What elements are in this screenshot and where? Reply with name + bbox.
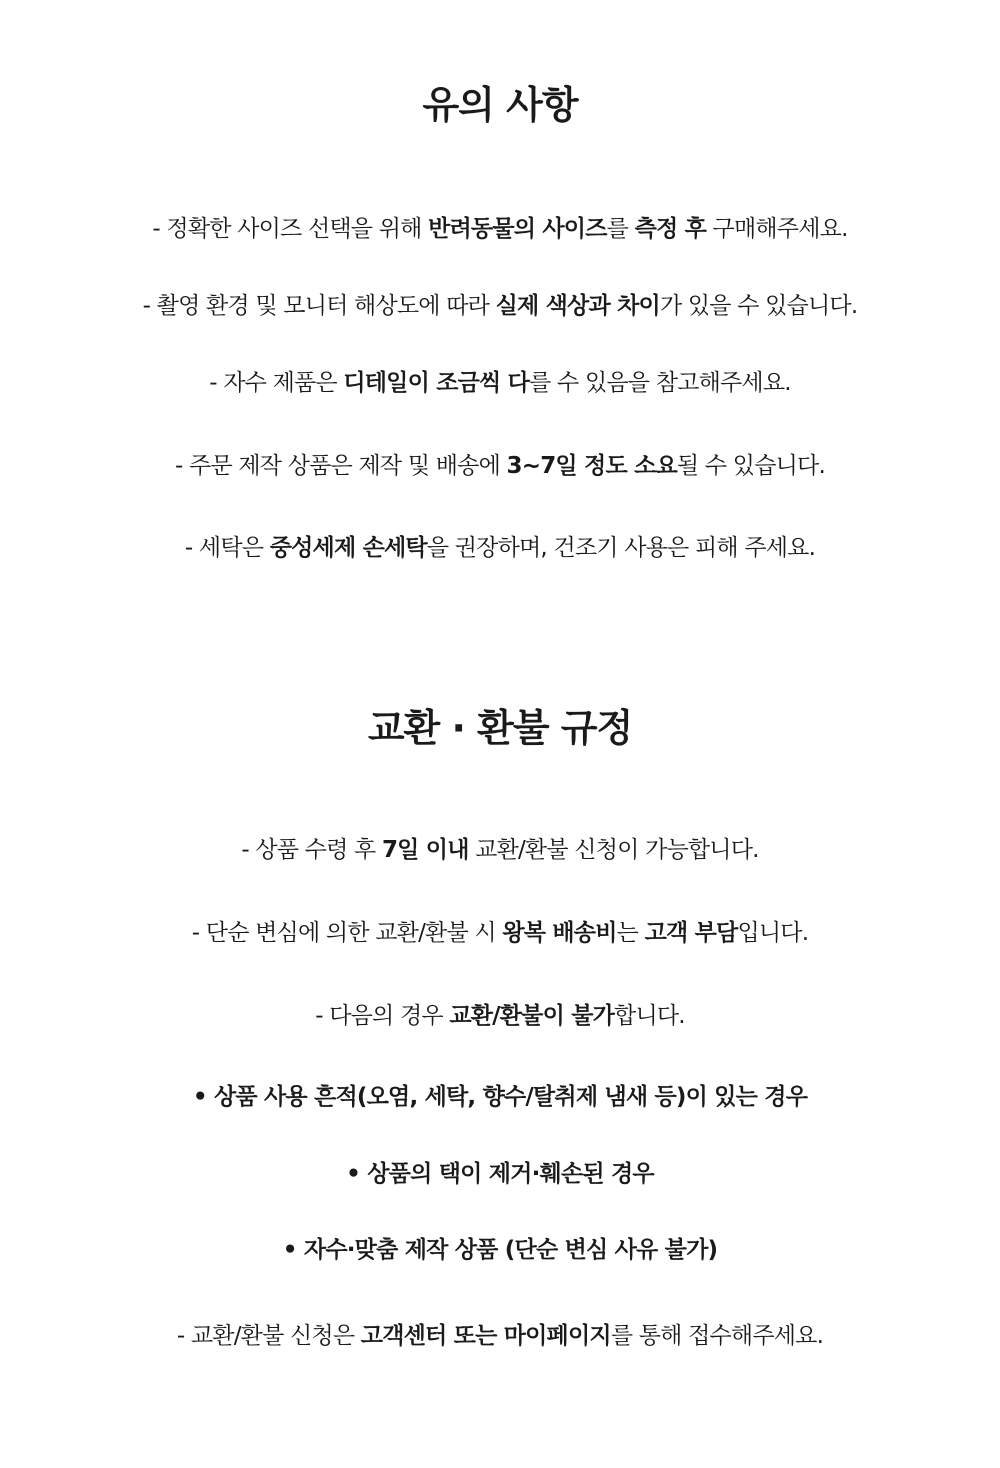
body-text: 를	[606, 216, 635, 242]
body-text: - 정확한 사이즈 선택을 위해	[152, 216, 429, 242]
policy-item-period	[0, 839, 1000, 862]
body-text: 가 있을 수 있습니다.	[659, 293, 858, 319]
policy-title: 교환 · 환불 규정	[367, 706, 633, 750]
body-text: 입니다.	[737, 920, 809, 946]
policy-bullet-tag	[0, 1163, 1000, 1186]
emphasis-text: 고객센터 또는 마이페이지	[360, 1323, 611, 1349]
policy-bullet-used	[0, 1086, 1000, 1109]
emphasis-text: 측정 후	[634, 216, 707, 242]
emphasis-text: 교환/환불이 불가	[449, 1003, 615, 1029]
body-text: - 주문 제작 상품은 제작 및 배송에	[175, 453, 507, 479]
body-text: - 촬영 환경 및 모니터 해상도에 따라	[142, 293, 496, 319]
body-text: 합니다.	[614, 1003, 685, 1029]
emphasis-text: • 상품의 택이 제거·훼손된 경우	[346, 1161, 654, 1187]
notice-item-washing	[0, 537, 1000, 560]
emphasis-text: 반려동물의 사이즈	[428, 216, 607, 242]
emphasis-text: • 자수·맞춤 제작 상품 (단순 변심 사유 불가)	[282, 1237, 718, 1263]
emphasis-text: 중성세제 손세탁	[269, 535, 427, 561]
policy-bullet-custom	[0, 1239, 1000, 1262]
body-text: - 세탁은	[184, 535, 270, 561]
emphasis-text: 왕복 배송비	[502, 920, 617, 946]
notice-item-color	[0, 295, 1000, 318]
emphasis-text: 3~7일 정도 소요	[506, 453, 677, 479]
body-text: - 자수 제품은	[209, 370, 344, 396]
body-text: 는	[616, 920, 645, 946]
notice-title: 유의 사항	[422, 83, 578, 127]
body-text: - 교환/환불 신청은	[176, 1323, 361, 1349]
body-text: 구매해주세요.	[706, 216, 848, 242]
emphasis-text: 실제 색상과 차이	[495, 293, 660, 319]
body-text: - 상품 수령 후	[241, 837, 382, 863]
body-text: 를 통해 접수해주세요.	[610, 1323, 824, 1349]
notice-item-embroidery	[0, 372, 1000, 395]
body-text: 을 권장하며, 건조기 사용은 피해 주세요.	[426, 535, 816, 561]
body-text: 를 수 있음을 참고해주세요.	[529, 370, 791, 396]
body-text: 교환/환불 신청이 가능합니다.	[468, 837, 759, 863]
policy-item-shipping	[0, 922, 1000, 945]
emphasis-text: 7일 이내	[381, 837, 469, 863]
policy-item-exceptions	[0, 1005, 1000, 1028]
notice-item-production	[0, 455, 1000, 478]
body-text: - 단순 변심에 의한 교환/환불 시	[191, 920, 503, 946]
notice-item-size	[0, 218, 1000, 241]
emphasis-text: 고객 부담	[644, 920, 738, 946]
emphasis-text: • 상품 사용 흔적(오염, 세탁, 향수/탈취제 냄새 등)이 있는 경우	[192, 1084, 808, 1110]
body-text: 될 수 있습니다.	[676, 453, 825, 479]
emphasis-text: 디테일이 조금씩 다	[343, 370, 530, 396]
body-text: - 다음의 경우	[315, 1003, 450, 1029]
policy-item-apply	[0, 1325, 1000, 1348]
